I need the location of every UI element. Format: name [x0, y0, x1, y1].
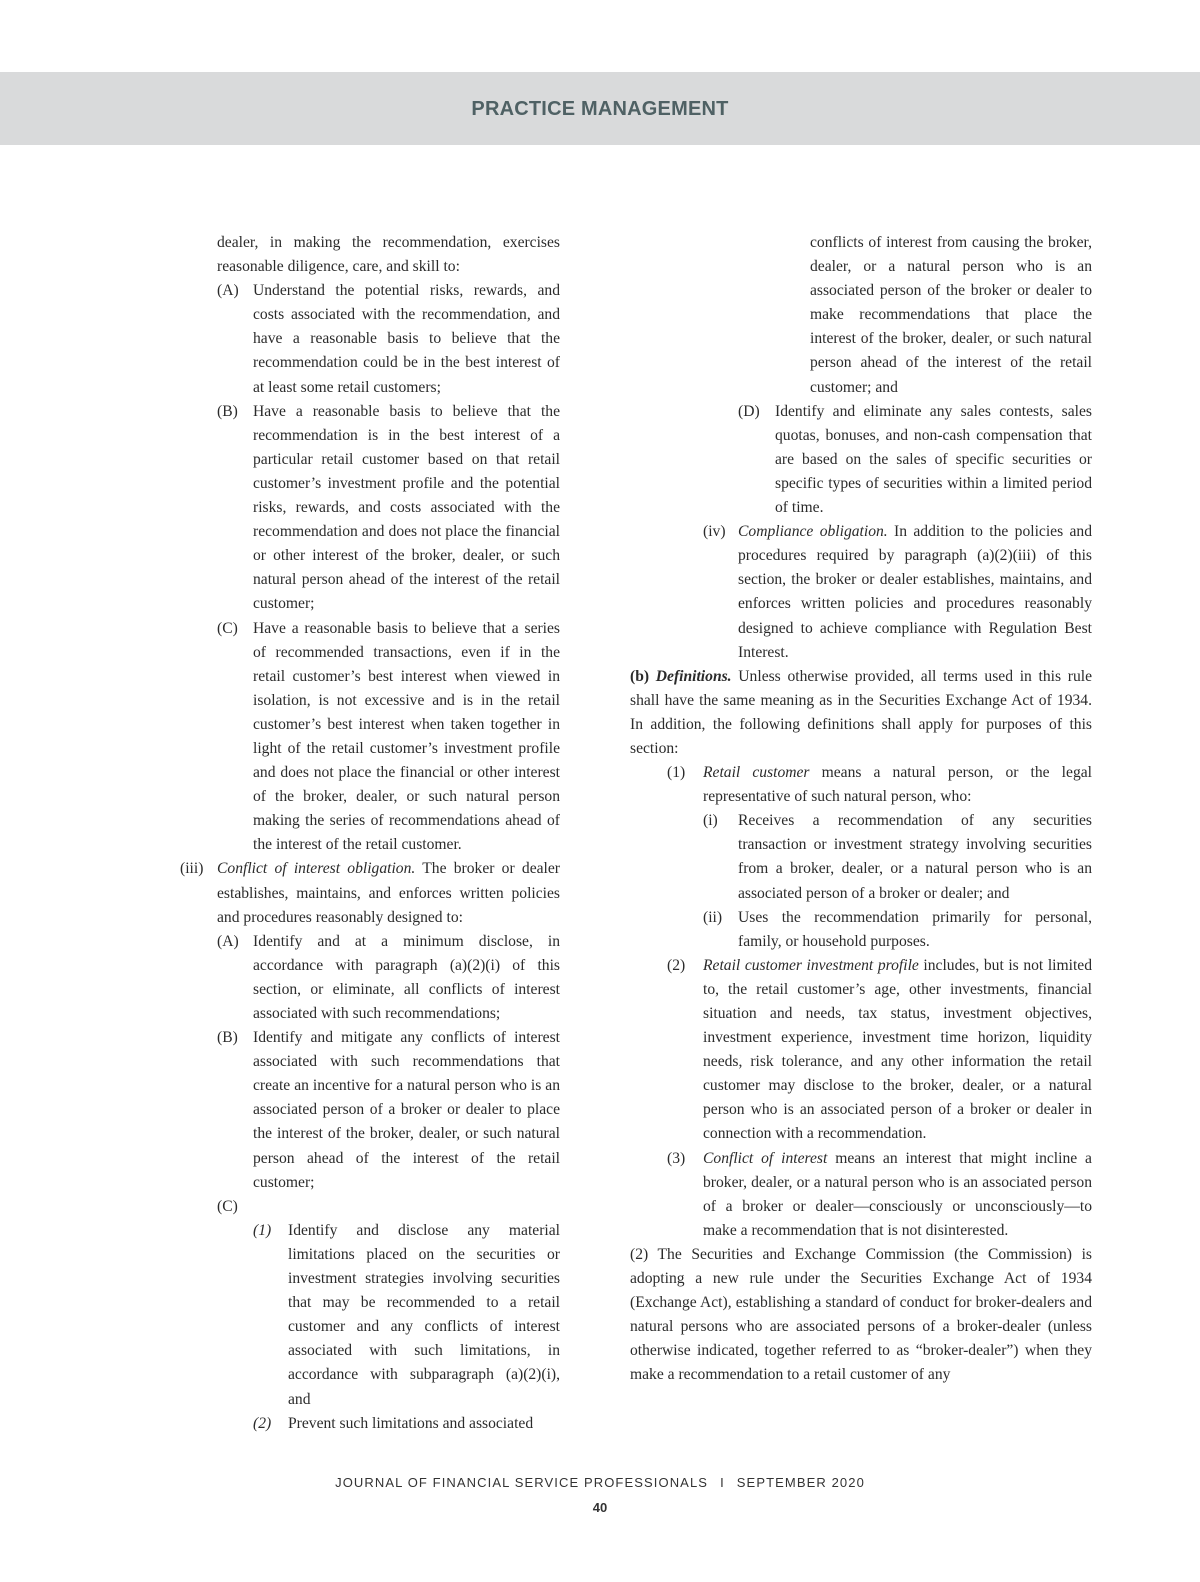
issue-date: SEPTEMBER 2020 [736, 1475, 865, 1490]
conflict-item-a [180, 930, 560, 1026]
section-title: PRACTICE MANAGEMENT [471, 98, 729, 120]
conflict-item-c-1-label: (1) [253, 1221, 272, 1239]
item-b-label: (B) [217, 402, 238, 420]
compliance-obligation-title: Compliance obligation. [738, 523, 888, 541]
conflict-item-b [180, 1026, 560, 1195]
definitions-text: Unless otherwise provided, all terms used in this rule shall have the same meaning as in the Securities Exchange Act of 1934. In addition, the following definitions shall apply for purposes of this section: [630, 667, 1092, 757]
definition-2-text: includes, but is not limited to, the retail customer’s age, other investments, financial situation and needs, tax status, investment objectives, investment experience, investment time horizon, liquidity needs, risk tolerance, and any other information the retail customer may disclose to the broker, dealer, or a natural person who is an associated person of a broker or dealer in connection with a recommendation. [703, 956, 1092, 1143]
item-b [180, 400, 560, 617]
compliance-obligation [630, 520, 1092, 665]
conflict-item-c-2-label: (2) [253, 1414, 272, 1432]
conflict-obligation-text: The broker or dealer establishes, maintains, and enforces written policies and procedures reasonably designed to: [217, 860, 560, 926]
definition-2-term: Retail customer investment profile [703, 956, 919, 974]
definition-conflict-of-interest [630, 1147, 1092, 1243]
definition-3-term: Conflict of interest [703, 1149, 828, 1167]
definition-3-text: means an interest that might incline a broker, dealer, or a natural person who is an associated person of a broker or dealer—consciously or unconsciously—to make a recommendation that is not disinterested. [703, 1149, 1092, 1239]
item-a-text: Understand the potential risks, rewards, and costs associated with the recommendation, and have a reasonable basis to believe that the recommendation could be in the best interest of at least some retail customers; [253, 282, 560, 396]
item-c-text: Have a reasonable basis to believe that a series of recommended transactions, even if in the retail customer’s best interest when viewed in isolation, is not excessive and is in the retail customer’s best interest when taken together in light of the retail customer’s investment profile and does not place the financial or other interest of the broker, dealer, or such natural person making the series of recommendations ahead of the interest of the retail customer. [253, 619, 560, 854]
definition-1-item-i-label: (i) [703, 812, 718, 830]
definition-1-text: means a natural person, or the legal representative of such natural person, who: [703, 764, 1092, 806]
journal-name: JOURNAL OF FINANCIAL SERVICE PROFESSIONALS [335, 1475, 709, 1490]
item-b-text: Have a reasonable basis to believe that the recommendation is in the best interest of a particular retail customer based on that retail customer’s investment profile and the potential risks, rewards, and costs associated with the recommendation and does not place the financial or other interest of the broker, dealer, or such natural person ahead of the interest of the retail customer; [253, 402, 560, 613]
footer [0, 1475, 1200, 1490]
item-a-label: (A) [217, 282, 239, 300]
definitions-title: Definitions. [655, 667, 732, 685]
definition-2-label: (2) [667, 956, 686, 974]
definition-1-item-ii-label: (ii) [703, 908, 723, 926]
item-c [180, 617, 560, 858]
conflict-item-b-label: (B) [217, 1029, 238, 1047]
definition-retail-customer [630, 761, 1092, 809]
item-d-text: Identify and eliminate any sales contests, sales quotas, bonuses, and non-cash compensation that are based on the sales of specific securities or specific types of securities within a limited period of time. [775, 402, 1092, 517]
definition-1-item-ii [630, 906, 1092, 954]
page-number: 40 [592, 1500, 608, 1515]
conflict-item-a-label: (A) [217, 932, 239, 950]
definition-1-item-ii-text: Uses the recommendation primarily for personal, family, or household purposes. [738, 908, 1092, 950]
definition-1-item-i [630, 809, 1092, 905]
compliance-obligation-text: In addition to the policies and procedures required by paragraph (a)(2)(iii) of this section, the broker or dealer establishes, maintains, and enforces written policies and procedures reasonably designed to achieve compliance with Regulation Best Interest. [738, 523, 1092, 661]
item-d-label: (D) [738, 402, 760, 420]
item-a [180, 279, 560, 399]
conflict-item-a-text: Identify and at a minimum disclose, in accordance with paragraph (a)(2)(i) of this section, or eliminate, all conflicts of interest associated with such recommendations; [253, 932, 560, 1022]
closing-paragraph: (2) The Securities and Exchange Commission (the Commission) is adopting a new rule under the Securities Exchange Act of 1934 (Exchange Act), establishing a standard of conduct for broker-dealers and natural persons who are associated persons of a broker-dealer (unless otherwise indicated, together referred to as “broker-dealer”) when they make a recommendation to a retail customer of any [630, 1245, 1092, 1384]
conflict-obligation-label: (iii) [180, 860, 204, 878]
compliance-obligation-label: (iv) [703, 523, 726, 541]
conflict-item-c-2 [180, 1412, 560, 1436]
left-column [180, 231, 560, 1436]
right-column [630, 231, 1092, 1388]
definitions-paragraph [630, 665, 1092, 761]
conflict-obligation-title: Conflict of interest obligation. [217, 860, 416, 878]
item-d [630, 400, 1092, 520]
conflict-item-c-label: (C) [217, 1197, 238, 1215]
definition-1-item-i-text: Receives a recommendation of any securities transaction or investment strategy involving securities from a broker, dealer, or a natural person who is an associated person of a broker or dealer; and [738, 812, 1092, 902]
item-c-label: (C) [217, 619, 238, 637]
conflict-item-c [180, 1195, 560, 1219]
definition-1-label: (1) [667, 764, 686, 782]
footer-separator: I [720, 1475, 725, 1490]
intro-paragraph: dealer, in making the recommendation, exercises reasonable diligence, care, and skill to: [217, 234, 560, 276]
conflict-item-c-2-text: Prevent such limitations and associated [288, 1414, 534, 1432]
conflict-obligation-paragraph [180, 857, 560, 929]
definitions-label: (b) [630, 667, 650, 685]
definition-investment-profile [630, 954, 1092, 1147]
definition-1-term: Retail customer [703, 764, 810, 782]
definition-3-label: (3) [667, 1149, 686, 1167]
conflict-item-b-text: Identify and mitigate any conflicts of interest associated with such recommendations that create an incentive for a natural person who is an associated person of a broker or dealer to place the interest of the broker, dealer, or such natural person ahead of the interest of the retail customer; [253, 1029, 560, 1191]
conflict-item-c-1 [180, 1219, 560, 1412]
c2-continuation: conflicts of interest from causing the broker, dealer, or a natural person who is an associated person of the broker or dealer to make recommendations that place the interest of the broker, dealer, or such natural person ahead of the interest of the retail customer; and [810, 234, 1092, 396]
conflict-item-c-1-text: Identify and disclose any material limitations placed on the securities or investment strategies involving securities that may be recommended to a retail customer and any conflicts of interest associated with such limitations, in accordance with subparagraph (a)(2)(i), and [288, 1221, 560, 1408]
